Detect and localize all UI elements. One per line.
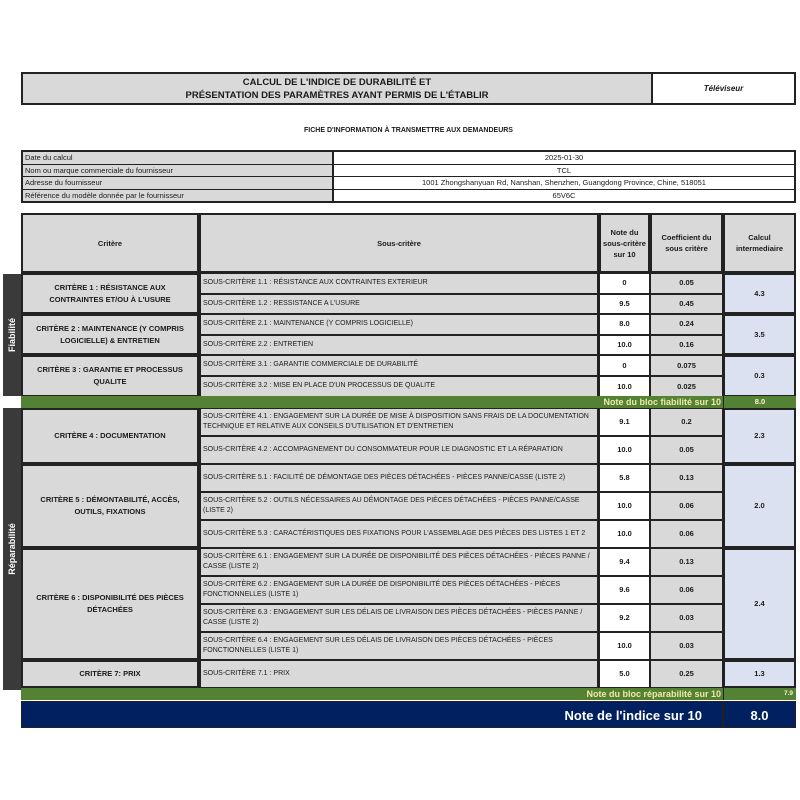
sub-criterion-coef: 0.24: [650, 314, 723, 335]
sub-criterion-coef: 0.13: [650, 548, 723, 576]
sub-criterion-note: 0: [599, 355, 650, 376]
criterion-name: CRITÈRE 3 : GARANTIE ET PROCESSUS QUALITE: [21, 355, 199, 397]
info-value: 1001 Zhongshanyuan Rd, Nanshan, Shenzhen, Guangdong Province, Chine, 518051: [422, 178, 706, 187]
block-label-reparabilite: [3, 408, 21, 690]
sub-criterion-coef: 0.025: [650, 376, 723, 397]
sub-criterion-name: SOUS-CRITÈRE 6.3 : ENGAGEMENT SUR LES DÉLAIS DE LIVRAISON DES PIÈCES DÉTACHÉES - PIÈCES PANNE / CASSE (LISTE 2): [199, 604, 599, 632]
sub-criterion-coef: 0.05: [650, 273, 723, 294]
info-label: Référence du modèle donnée par le fournisseur: [23, 190, 334, 201]
sub-criterion-name: SOUS-CRITÈRE 5.3 : CARACTÉRISTIQUES DES FIXATIONS POUR L'ASSEMBLAGE DES PIÈCES DES LISTES 1 ET 2: [199, 520, 599, 548]
sub-criterion-coef: 0.25: [650, 660, 723, 688]
sub-criterion-name: SOUS-CRITÈRE 3.1 : GARANTIE COMMERCIALE DE DURABILITÉ: [199, 355, 599, 376]
sub-criterion-note: 5.8: [599, 464, 650, 492]
info-label: Nom ou marque commerciale du fournisseur: [23, 165, 334, 177]
sub-criterion-coef: 0.16: [650, 335, 723, 356]
supplier-info-table: [21, 150, 796, 203]
sub-criterion-name: SOUS-CRITÈRE 3.2 : MISE EN PLACE D'UN PROCESSUS DE QUALITE: [199, 376, 599, 397]
column-header-sous-critere: Sous-critère: [199, 213, 599, 273]
sub-criterion-note: 9.5: [599, 294, 650, 315]
sub-criterion-note: 10.0: [599, 520, 650, 548]
sub-criterion-coef: 0.2: [650, 408, 723, 436]
block-label-fiabilite: [3, 274, 21, 396]
criterion-calc: 2.3: [723, 408, 796, 464]
criterion-name: CRITÈRE 4 : DOCUMENTATION: [21, 408, 199, 464]
info-row-model: [23, 190, 794, 203]
sub-criterion-coef: 0.06: [650, 576, 723, 604]
criterion-name: CRITÈRE 1 : RÉSISTANCE AUX CONTRAINTES ET/OU À L'USURE: [21, 273, 199, 314]
sub-criterion-coef: 0.03: [650, 632, 723, 660]
info-row-brand: [23, 165, 794, 178]
criterion-calc: 3.5: [723, 314, 796, 355]
criterion-name: CRITÈRE 6 : DISPONIBILITÉ DES PIÈCES DÉTACHÉES: [21, 548, 199, 660]
criterion-name: CRITÈRE 7: PRIX: [21, 660, 199, 688]
sub-criterion-coef: 0.06: [650, 520, 723, 548]
sub-criterion-note: 10.0: [599, 436, 650, 464]
info-label: Adresse du fournisseur: [23, 177, 334, 189]
column-header-critere: Critère: [21, 213, 199, 273]
criterion-calc: 2.4: [723, 548, 796, 660]
title-line-2: PRÉSENTATION DES PARAMÈTRES AYANT PERMIS DE L'ÉTABLIR: [185, 89, 489, 101]
sub-criterion-coef: 0.06: [650, 492, 723, 520]
sub-criterion-name: SOUS-CRITÈRE 6.1 : ENGAGEMENT SUR LA DURÉE DE DISPONIBILITÉ DES PIÈCES DÉTACHÉES - PIÈCES PANNE / CASSE (LISTE 2): [199, 548, 599, 576]
criterion-name: CRITÈRE 2 : MAINTENANCE (Y COMPRIS LOGICIELLE) & ENTRETIEN: [21, 314, 199, 355]
final-score-value: 8.0: [723, 701, 796, 728]
sub-criterion-note: 5.0: [599, 660, 650, 688]
sub-criterion-name: SOUS-CRITÈRE 1.1 : RÉSISTANCE AUX CONTRAINTES EXTERIEUR: [199, 273, 599, 294]
product-type: Téléviseur: [651, 72, 796, 105]
column-header-calc: Calcul intermediaire: [723, 213, 796, 273]
sub-criterion-name: SOUS-CRITÈRE 7.1 : PRIX: [199, 660, 599, 688]
sub-criterion-name: SOUS-CRITÈRE 5.2 : OUTILS NÉCESSAIRES AU DÉMONTAGE DES PIÈCES DÉTACHÉES - PIÈCES PANNE/CASSE (LISTE 2): [199, 492, 599, 520]
sub-criterion-name: SOUS-CRITÈRE 6.4 : ENGAGEMENT SUR LES DÉLAIS DE LIVRAISON DES PIÈCES DÉTACHÉES - PIÈCES FONCTIONNELLES (LISTE 1): [199, 632, 599, 660]
sub-criterion-coef: 0.03: [650, 604, 723, 632]
info-row-address: [23, 177, 794, 190]
sub-criterion-coef: 0.45: [650, 294, 723, 315]
final-score-label: Note de l'indice sur 10: [21, 701, 723, 728]
sub-criterion-name: SOUS-CRITÈRE 4.1 : ENGAGEMENT SUR LA DURÉE DE MISE À DISPOSITION SANS FRAIS DE LA DOCUMENTATION TECHNIQUE ET RELATIVE AUX CONSEILS D'UTILISATION ET D'ENTRETIEN: [199, 408, 599, 436]
block-label-text: Fiabilité: [7, 317, 18, 353]
sub-criterion-note: 10.0: [599, 492, 650, 520]
column-header-coef: Coefficient du sous critère: [650, 213, 723, 273]
sub-criterion-note: 8.0: [599, 314, 650, 335]
sub-criterion-name: SOUS-CRITÈRE 4.2 : ACCOMPAGNEMENT DU CONSOMMATEUR POUR LE DIAGNOSTIC ET LA RÉPARATION: [199, 436, 599, 464]
sub-criterion-name: SOUS-CRITÈRE 6.2 : ENGAGEMENT SUR LA DURÉE DE DISPONIBILITÉ DES PIÈCES DÉTACHÉES - PIÈCES FONCTIONNELLES (LISTE 1): [199, 576, 599, 604]
sub-criterion-note: 9.1: [599, 408, 650, 436]
info-value: 2025-01-30: [544, 153, 584, 162]
sub-criterion-coef: 0.075: [650, 355, 723, 376]
info-value: 65V6C: [552, 190, 576, 200]
block-label-text: Réparabilité: [7, 523, 17, 575]
criterion-calc: 1.3: [723, 660, 796, 688]
sub-criterion-coef: 0.13: [650, 464, 723, 492]
info-row-date: [23, 152, 794, 165]
sub-criterion-note: 10.0: [599, 376, 650, 397]
sub-criterion-note: 9.4: [599, 548, 650, 576]
sub-criterion-note: 10.0: [599, 632, 650, 660]
sub-criterion-name: SOUS-CRITÈRE 5.1 : FACILITÉ DE DÉMONTAGE DES PIÈCES DÉTACHÉES - PIÈCES PANNE/CASSE (LISTE 2): [199, 464, 599, 492]
reparabilite-total-value: 7.9: [723, 688, 796, 700]
info-value: TCL: [556, 165, 572, 175]
sub-criterion-coef: 0.05: [650, 436, 723, 464]
sub-criterion-note: 10.0: [599, 335, 650, 356]
reparabilite-total-label: Note du bloc réparabilité sur 10: [21, 688, 723, 700]
column-header-note: Note du sous-critère sur 10: [599, 213, 650, 273]
fiabilite-total-value: 8.0: [723, 396, 796, 408]
subtitle: FICHE D'INFORMATION À TRANSMETTRE AUX DEMANDEURS: [304, 127, 513, 134]
criterion-calc: 4.3: [723, 273, 796, 314]
criterion-calc: 2.0: [723, 464, 796, 548]
criterion-calc: 0.3: [723, 355, 796, 397]
sub-criterion-name: SOUS-CRITÈRE 2.1 : MAINTENANCE (Y COMPRIS LOGICIELLE): [199, 314, 599, 335]
fiabilite-total-label: Note du bloc fiabilité sur 10: [21, 396, 723, 408]
title-line-1: CALCUL DE L'INDICE DE DURABILITÉ ET: [242, 76, 432, 88]
sub-criterion-note: 0: [599, 273, 650, 294]
sub-criterion-name: SOUS-CRITÈRE 2.2 : ENTRETIEN: [199, 335, 599, 356]
sub-criterion-name: SOUS-CRITÈRE 1.2 : RESSISTANCE A L'USURE: [199, 294, 599, 315]
criterion-name: CRITÈRE 5 : DÉMONTABILITÉ, ACCÈS, OUTILS, FIXATIONS: [21, 464, 199, 548]
document-title: [21, 72, 651, 105]
sub-criterion-note: 9.6: [599, 576, 650, 604]
info-label: Date du calcul: [23, 152, 334, 164]
sub-criterion-note: 9.2: [599, 604, 650, 632]
